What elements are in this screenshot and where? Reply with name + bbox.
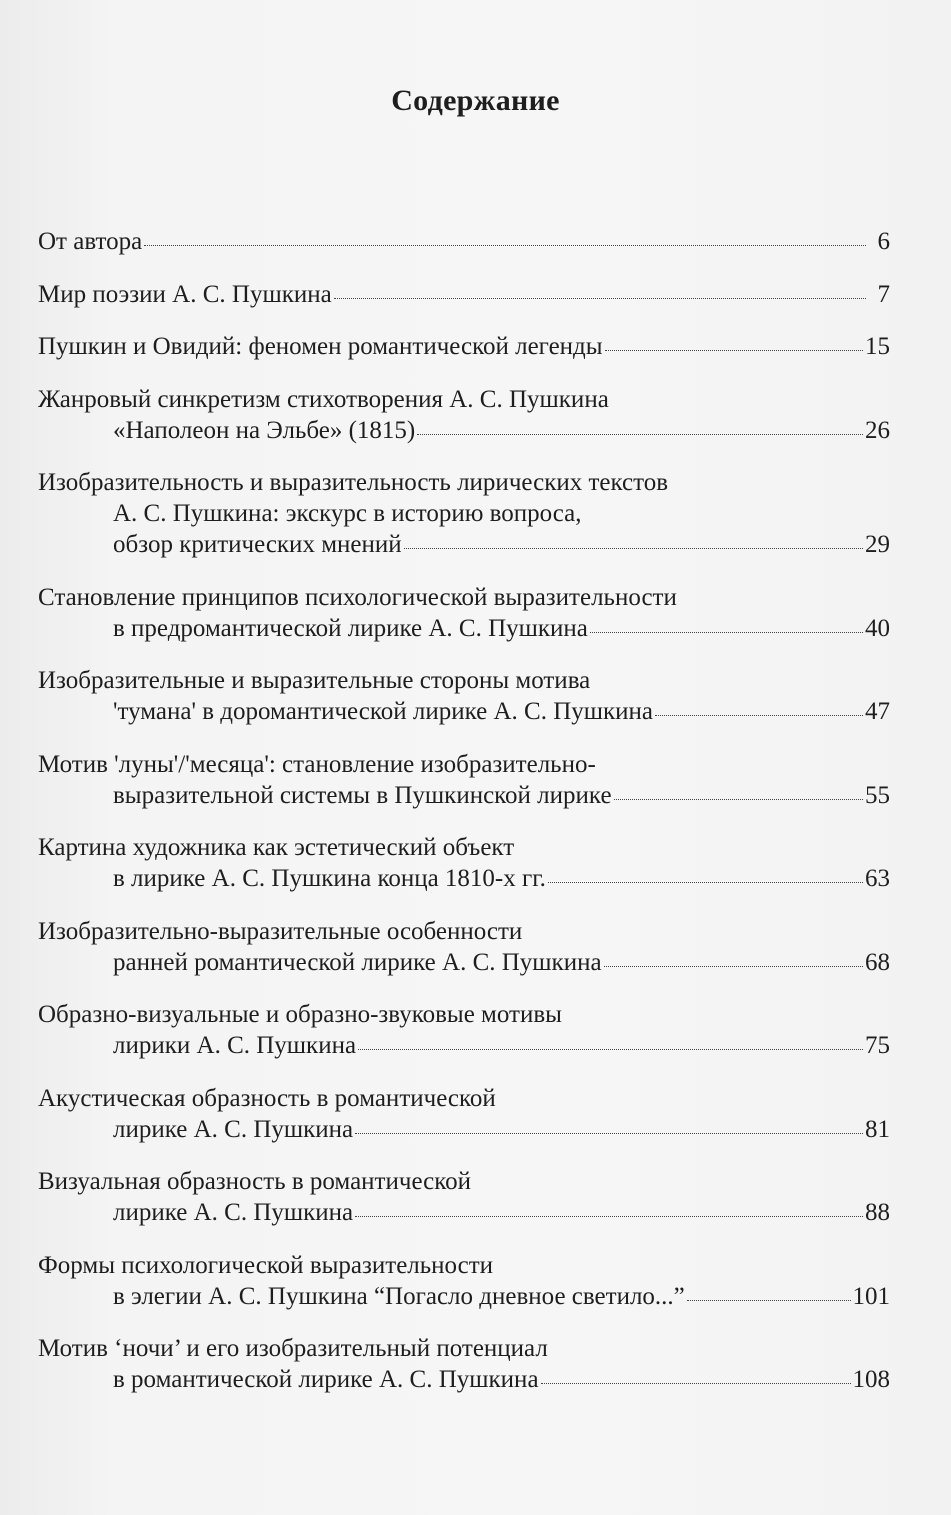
toc-entry-last-line bbox=[38, 1197, 890, 1228]
toc-entry-line: лирике А. С. Пушкина bbox=[113, 1199, 354, 1226]
toc-entry-line: Изобразительность и выразительность лирических текстов bbox=[38, 469, 669, 496]
toc-entry[interactable] bbox=[38, 999, 890, 1061]
toc-entry-line: Пушкин и Овидий: феномен романтической легенды bbox=[38, 333, 603, 360]
toc-entry-line: Мир поэзии А. С. Пушкина bbox=[38, 280, 332, 308]
toc-entry-line: лирике А. С. Пушкина bbox=[113, 1115, 354, 1143]
toc-entry-line: Мотив ‘ночи’ и его изобразительный потенциал bbox=[38, 1335, 548, 1362]
toc-entry-line: Изобразительные и выразительные стороны мотива bbox=[38, 667, 591, 694]
page-number: 15 bbox=[865, 333, 890, 360]
toc-entry-line: Изобразительно-выразительные особенности bbox=[38, 917, 523, 945]
toc-entry-line: обзор критических мнений bbox=[113, 531, 402, 558]
dot-leader bbox=[687, 1300, 851, 1301]
page-number: 68 bbox=[865, 948, 890, 976]
page-number: 47 bbox=[865, 698, 890, 725]
page-number: 75 bbox=[865, 1032, 890, 1059]
toc-entry[interactable] bbox=[38, 665, 890, 727]
dot-leader bbox=[404, 548, 863, 549]
dot-leader bbox=[541, 1383, 851, 1384]
dot-leader bbox=[604, 966, 863, 967]
dot-leader bbox=[590, 632, 863, 633]
toc-entry-line: Мотив 'луны'/'месяца': становление изобразительно- bbox=[38, 750, 596, 778]
toc-entry-last-line bbox=[38, 331, 890, 362]
toc-entry-line: лирики А. С. Пушкина bbox=[113, 1032, 357, 1059]
toc-entry[interactable] bbox=[38, 384, 890, 446]
toc-entry-line: Акустическая образность в романтической bbox=[38, 1084, 496, 1112]
toc-entry-line: А. С. Пушкина: экскурс в историю вопроса, bbox=[113, 500, 582, 527]
toc-entry-last-line bbox=[38, 863, 890, 894]
page-number: 29 bbox=[865, 531, 890, 558]
toc-entry[interactable] bbox=[38, 916, 890, 978]
toc-entry[interactable] bbox=[38, 1250, 890, 1312]
toc-entry-last-line bbox=[38, 780, 890, 811]
toc-entry[interactable] bbox=[38, 331, 890, 362]
toc-entry-line: в лирике А. С. Пушкина конца 1810-х гг. bbox=[113, 865, 546, 892]
dot-leader bbox=[334, 298, 866, 299]
toc-entry-line: Визуальная образность в романтической bbox=[38, 1168, 472, 1195]
toc-entry[interactable] bbox=[38, 279, 890, 310]
toc-entry-last-line bbox=[38, 1281, 890, 1312]
toc-entry-line: Жанровый синкретизм стихотворения А. С. Пушкина bbox=[38, 385, 609, 413]
toc-entry-line: Формы психологической выразительности bbox=[38, 1251, 494, 1279]
page-number: 63 bbox=[865, 865, 890, 892]
toc-entry-last-line bbox=[38, 279, 890, 310]
page-number: 81 bbox=[865, 1115, 890, 1143]
toc-entry-line: в элегии А. С. Пушкина “Погасло дневное светило...” bbox=[113, 1282, 685, 1310]
toc-entry[interactable] bbox=[38, 1333, 890, 1395]
toc-entry[interactable] bbox=[38, 467, 890, 560]
toc-entry-line: ранней романтической лирике А. С. Пушкина bbox=[113, 948, 602, 976]
toc-entry-last-line bbox=[38, 1114, 890, 1145]
toc-entry-last-line bbox=[38, 1364, 890, 1395]
page-number: 40 bbox=[865, 614, 890, 642]
toc-entry-line: «Наполеон на Эльбе» (1815) bbox=[113, 416, 416, 444]
toc-entry-last-line bbox=[38, 613, 890, 644]
dot-leader bbox=[605, 350, 863, 351]
table-of-contents bbox=[38, 226, 890, 1417]
page-number: 55 bbox=[865, 781, 890, 809]
dot-leader bbox=[417, 434, 863, 435]
dot-leader bbox=[355, 1133, 863, 1134]
page-number: 6 bbox=[877, 228, 890, 255]
page-number: 108 bbox=[852, 1366, 890, 1393]
dot-leader bbox=[655, 715, 863, 716]
dot-leader bbox=[355, 1216, 863, 1217]
page-number: 26 bbox=[865, 416, 890, 444]
dot-leader bbox=[614, 799, 863, 800]
toc-entry-last-line bbox=[38, 415, 890, 446]
toc-entry-line: 'тумана' в доромантической лирике А. С. Пушкина bbox=[113, 698, 654, 725]
page-number: 101 bbox=[852, 1282, 890, 1310]
toc-entry-line: выразительной системы в Пушкинской лирике bbox=[113, 781, 612, 809]
toc-entry[interactable] bbox=[38, 226, 890, 257]
toc-entry[interactable] bbox=[38, 582, 890, 644]
toc-entry-line: в романтической лирике А. С. Пушкина bbox=[113, 1366, 539, 1393]
toc-entry-last-line bbox=[38, 226, 890, 257]
toc-entry-last-line bbox=[38, 947, 890, 978]
dot-leader bbox=[358, 1049, 863, 1050]
toc-entry-line: в предромантической лирике А. С. Пушкина bbox=[113, 614, 588, 642]
toc-entry[interactable] bbox=[38, 1083, 890, 1145]
toc-entry-last-line bbox=[38, 696, 890, 727]
toc-entry[interactable] bbox=[38, 832, 890, 894]
dot-leader bbox=[548, 882, 863, 883]
toc-entry-last-line bbox=[38, 1030, 890, 1061]
page-number: 88 bbox=[865, 1199, 890, 1226]
toc-entry-last-line bbox=[38, 529, 890, 560]
dot-leader bbox=[144, 245, 866, 246]
toc-entry[interactable] bbox=[38, 749, 890, 811]
toc-entry-line: От автора bbox=[38, 228, 143, 255]
toc-entry-line: Образно-визуальные и образно-звуковые мотивы bbox=[38, 1001, 562, 1028]
toc-entry[interactable] bbox=[38, 1166, 890, 1228]
toc-entry-line: Становление принципов психологической выразительности bbox=[38, 583, 677, 611]
toc-entry-line: Картина художника как эстетический объект bbox=[38, 834, 515, 861]
page-title: Содержание bbox=[391, 84, 560, 117]
page-number: 7 bbox=[877, 280, 890, 308]
